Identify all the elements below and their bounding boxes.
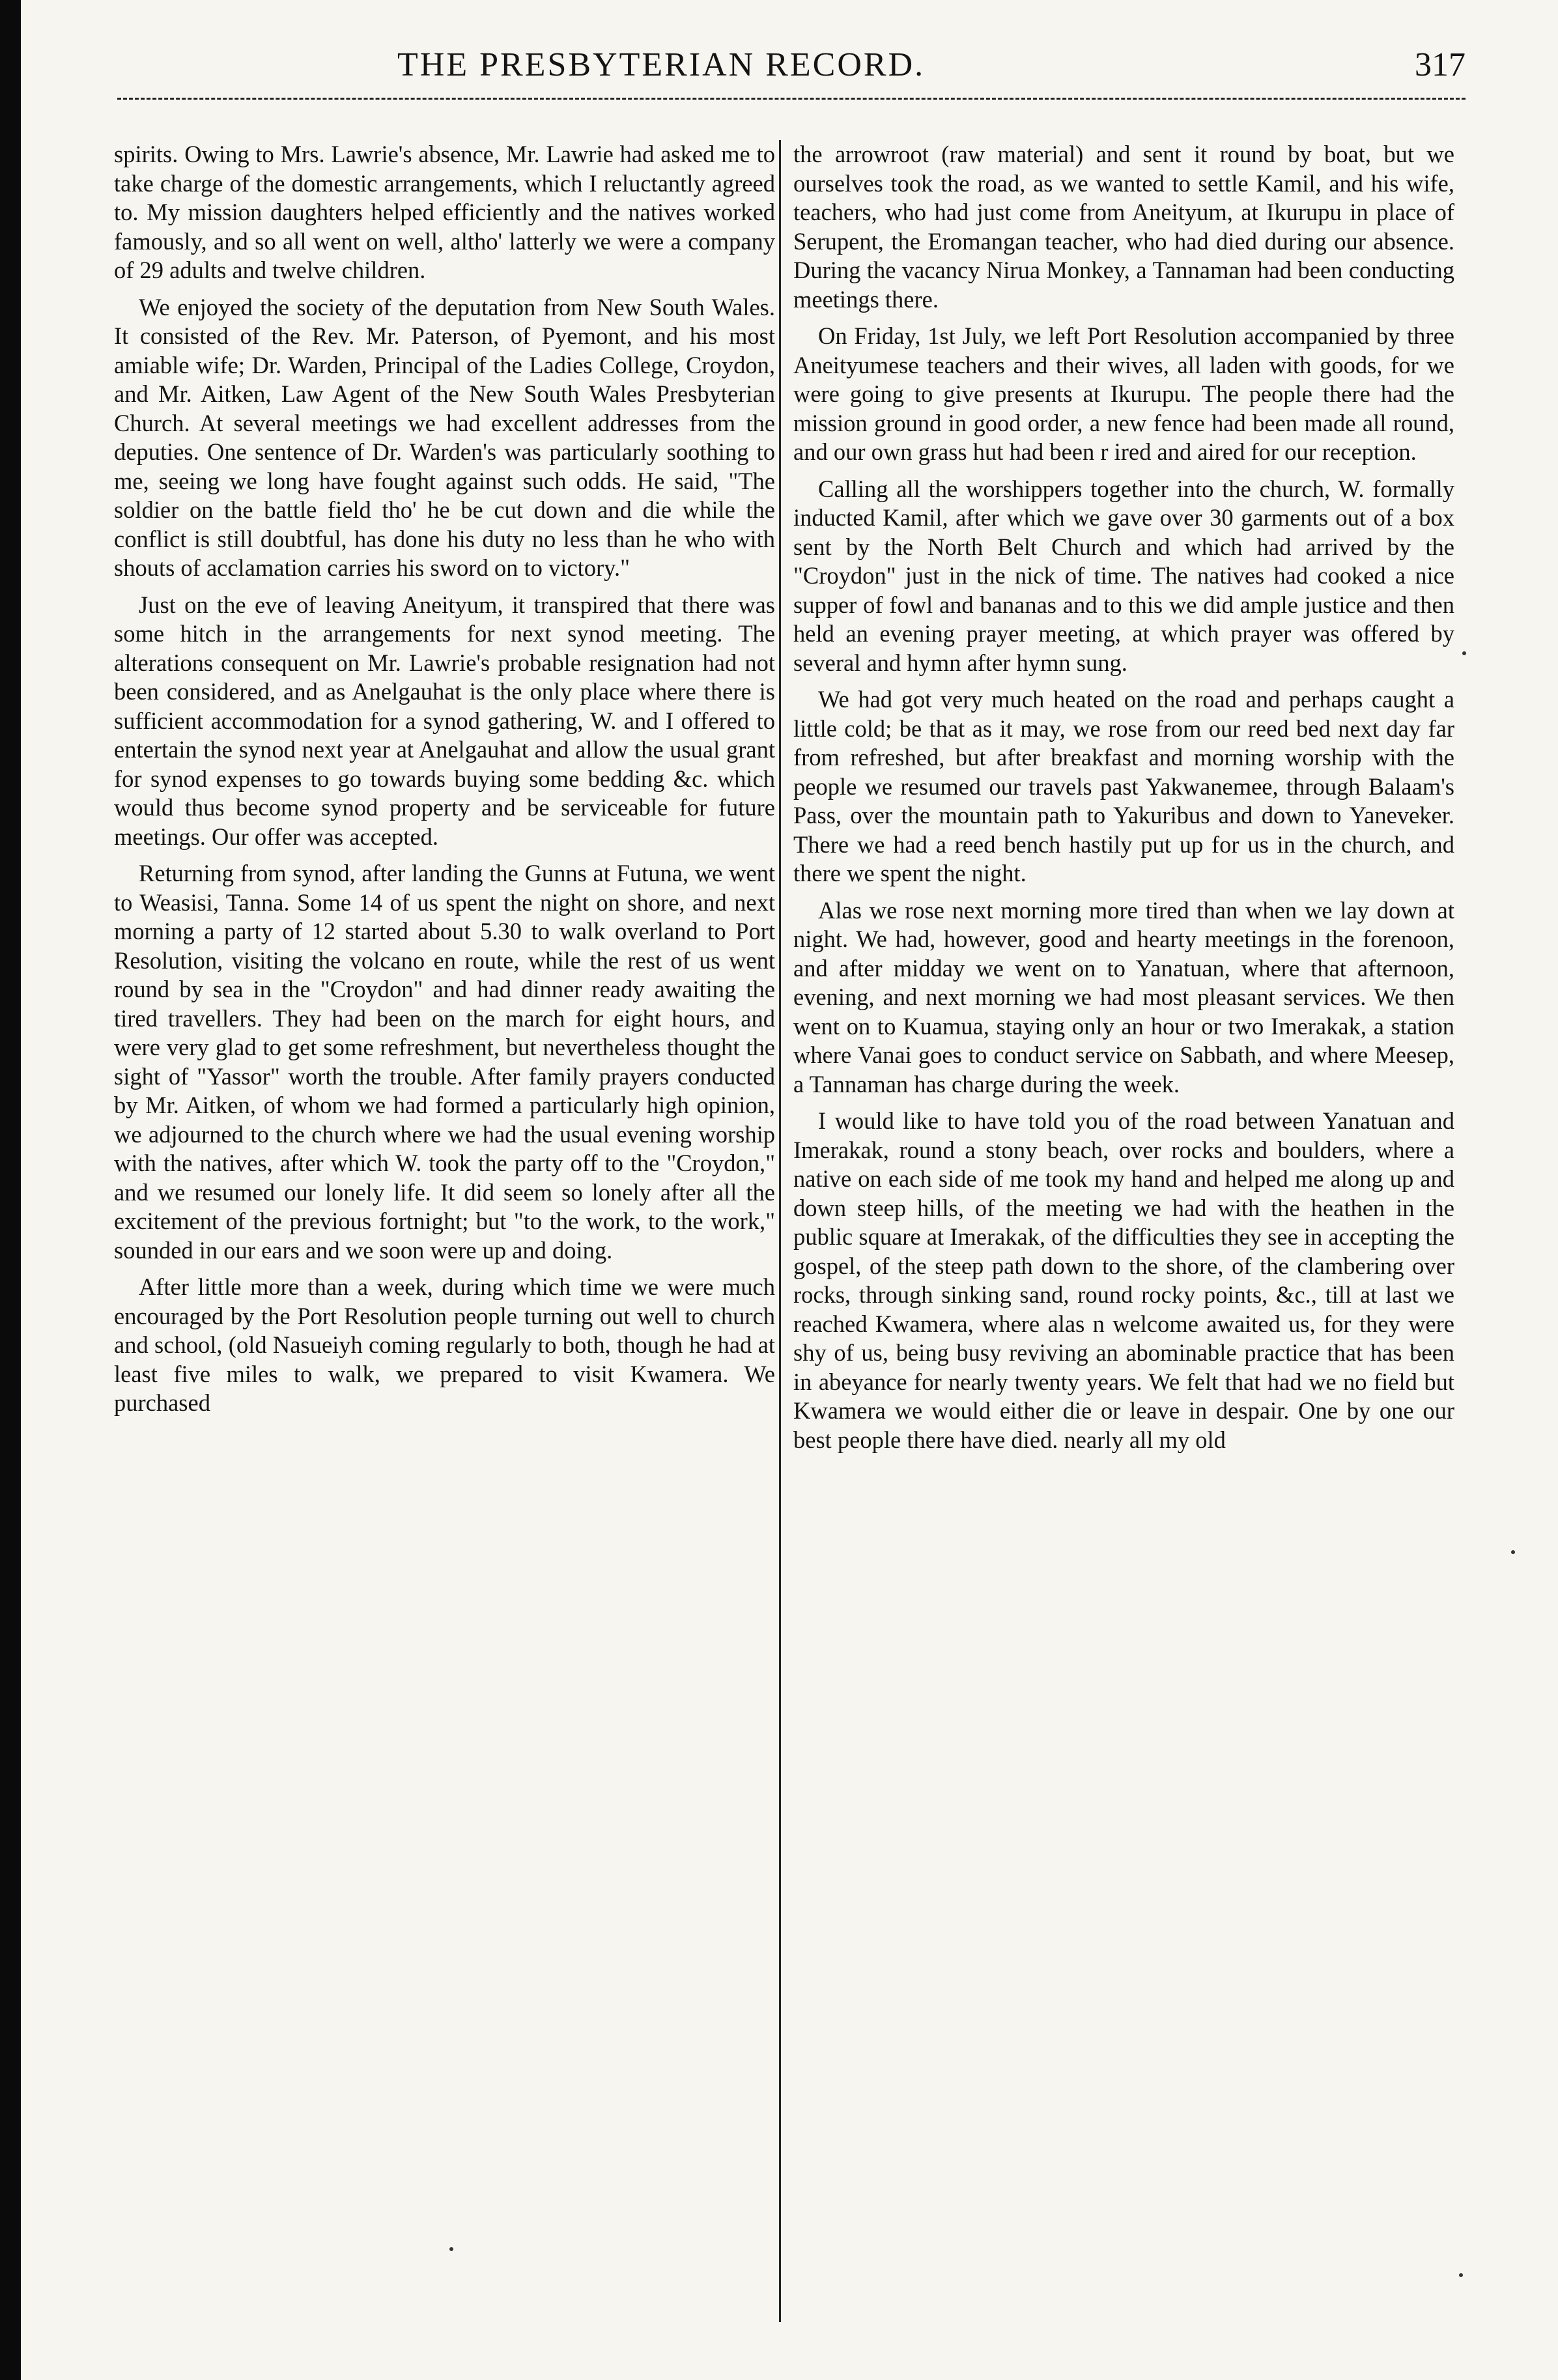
page-number: 317: [1415, 46, 1466, 83]
paragraph: Just on the eve of leaving Aneityum, it transpired that there was some hitch in the arrangements for next synod meeting. The alterations consequent on Mr. Lawrie's probable resignation had not been considered, and as Anelgauhat is the only place where there is sufficient accommodation for a synod gathering, W. and I offered to entertain the synod next year at Anelgauhat and allow the usual grant for synod expenses to go towards buying some bedding &c. which would thus become synod property and be serviceable for future meetings. Our offer was accepted.: [114, 591, 775, 850]
paragraph: spirits. Owing to Mrs. Lawrie's absence, Mr. Lawrie had asked me to take charge of the domestic arrangements, which I reluctantly agreed to. My mission daughters helped efficiently and the natives worked famously, and so all went on well, altho' latterly we were a company of 29 adults and twelve children.: [114, 141, 775, 283]
header-rule: [117, 98, 1466, 100]
paragraph: Calling all the worshippers together into the church, W. formally inducted Kamil, after which we gave over 30 garments out of a box sent by the North Belt Church and which had arrived by the "Croydon" just in the nick of time. The natives had cooked a nice supper of fowl and bananas and to this we did ample justice and then held an evening prayer meeting, at which prayer was offered by several and hymn after hymn sung.: [793, 475, 1454, 676]
print-speck: [1462, 651, 1466, 655]
running-head: [85, 46, 1466, 91]
paragraph: Returning from synod, after landing the Gunns at Futuna, we went to Weasisi, Tanna. Some 14 of us spent the night on shore, and next morning a party of 12 started about 5.30 to walk overland to Port Resolution, visiting the volcano en route, while the rest of us went round by sea in the "Croydon" and had dinner ready awaiting the tired travellers. They had been on the march for eight hours, and were very glad to get some refreshment, but nevertheless thought the sight of "Yassor" worth the trouble. After family prayers conducted by Mr. Aitken, of whom we had formed a particularly high opinion, we adjourned to the church where we had the usual evening worship with the natives, after which W. took the party off to the "Croydon," and we resumed our lonely life. It did seem so lonely after all the excitement of the previous fortnight; but "to the work, to the work," sounded in our ears and we soon were up and doing.: [114, 860, 775, 1264]
paragraph: We had got very much heated on the road and perhaps caught a little cold; be that as it may, we rose from our reed bed next day far from refreshed, but after breakfast and morning worship with the people we resumed our travels past Yakwanemee, through Balaam's Pass, over the mountain path to Yakuribus and down to Yaneveker. There we had a reed bench hastily put up for us in the church, and there we spent the night.: [793, 686, 1454, 886]
paragraph: the arrowroot (raw material) and sent it round by boat, but we ourselves took the road, as we wanted to settle Kamil, and his wife, teachers, who had just come from Aneityum, at Ikurupu in place of Serupent, the Eromangan teacher, who had died during our absence. During the vacancy Nirua Monkey, a Tannaman had been conducting meetings there.: [793, 141, 1454, 313]
left-column: [114, 140, 775, 1426]
print-speck: [449, 2247, 453, 2251]
print-speck: [1511, 1550, 1515, 1554]
paragraph: Alas we rose next morning more tired than when we lay down at night. We had, however, good and hearty meetings in the forenoon, and after midday we went on to Yanatuan, where that afternoon, evening, and next morning we had most pleasant services. We then went on to Kuamua, staying only an hour or two Imerakak, a station where Vanai goes to conduct service on Sabbath, and where Meesep, a Tannaman has charge during the week.: [793, 896, 1454, 1098]
paragraph: On Friday, 1st July, we left Port Resolution accompanied by three Aneityumese teachers and their wives, all laden with goods, for we were going to give presents at Ikurupu. The people there had the mission ground in good order, a new fence had been made all round, and our own grass hut had been r ired and aired for our reception.: [793, 322, 1454, 465]
column-divider: [779, 140, 781, 2322]
paragraph: After little more than a week, during which time we were much encouraged by the Port Resolution people turning out well to church and school, (old Nasueiyh coming regularly to both, though he had at least five miles to walk, we prepared to visit Kwamera. We purchased: [114, 1273, 775, 1416]
running-title: THE PRESBYTERIAN RECORD.: [397, 46, 926, 83]
paragraph: We enjoyed the society of the deputation from New South Wales. It consisted of the Rev. Mr. Paterson, of Pyemont, and his most amiable wife; Dr. Warden, Principal of the Ladies College, Croydon, and Mr. Aitken, Law Agent of the New South Wales Presbyterian Church. At several meetings we had excellent addresses from the deputies. One sentence of Dr. Warden's was particularly soothing to me, seeing we long have fought against such odds. He said, "The soldier on the battle field tho' he be cut down and die while the conflict is still doubtful, has done his duty no less than he who with shouts of acclamation carries his sword on to victory.": [114, 293, 775, 581]
right-column: [793, 140, 1454, 1462]
page-binding-edge: [0, 0, 21, 2380]
paragraph: I would like to have told you of the road between Yanatuan and Imerakak, round a stony beach, over rocks and boulders, where a native on each side of me took my hand and helped me along up and down steep hills, of the meeting we had with the heathen in the public square at Imerakak, of the difficulties they see in accepting the gospel, of the steep path down to the shore, of the clambering over rocks, through sinking sand, round rocky points, &c., till at last we reached Kwamera, where alas n welcome awaited us, for they were shy of us, being busy reviving an abominable practice that has been in abeyance for nearly twenty years. We felt that had we no field but Kwamera we would either die or leave in despair. One by one our best people there have died. nearly all my old: [793, 1107, 1454, 1453]
print-speck: [1459, 2273, 1463, 2277]
